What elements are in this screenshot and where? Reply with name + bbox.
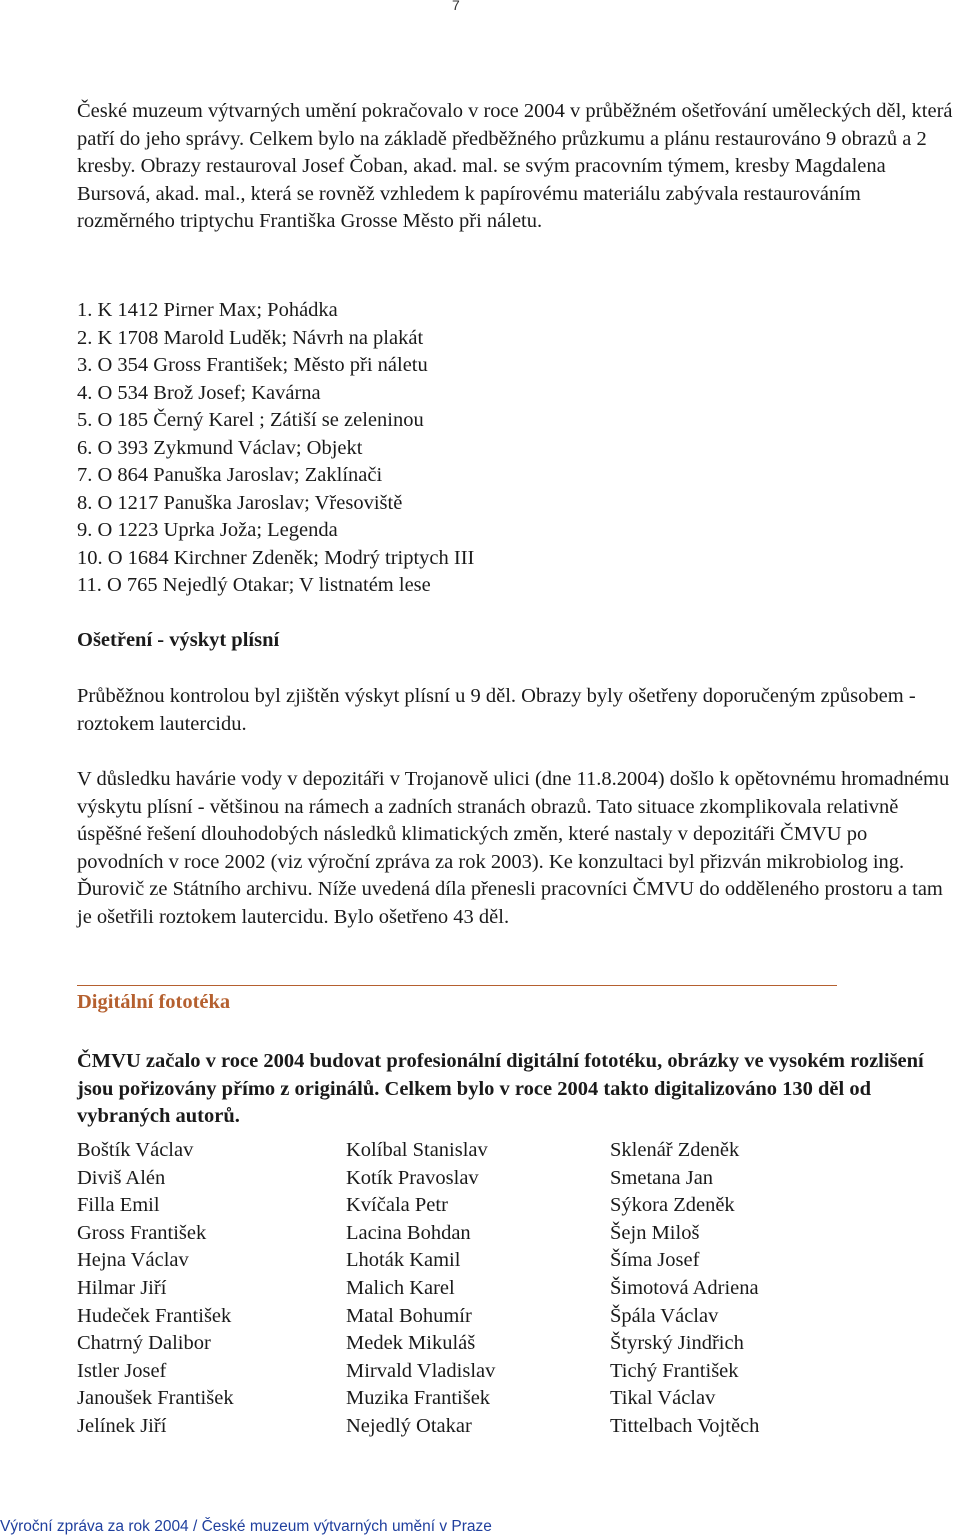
author-name: Sýkora Zdeněk xyxy=(610,1194,735,1217)
author-name: Tittelbach Vojtěch xyxy=(610,1414,760,1437)
treatment-paragraph-2: V důsledku havárie vody v depozitáři v Trojanově ulici (dne 11.8.2004) došlo k opětovnému hromadnému výskytu plísní - většinou na rámech a zadních stranách obrazů. Tato situace zkomplikovala relativně úspěšné řešení dlouhodobých následků klimatických změn, které nastaly v depozitáři ČMVU po povodních v roce 2002 (viz výroční zpráva za rok 2003). Ke konzultaci byl přizván mikrobiolog ing. Ďurovič ze Státního archivu. Níže uvedená díla přenesli pracovníci ČMVU do odděleného prostoru a tam je ošetřili roztokem lautercidu. Bylo ošetřeno 43 děl. xyxy=(77,768,950,928)
list-item: 1. K 1412 Pirner Max; Pohádka xyxy=(77,299,338,321)
author-name: Jelínek Jiří xyxy=(77,1414,167,1437)
author-name: Janoušek František xyxy=(77,1387,234,1410)
author-name: Hilmar Jiří xyxy=(77,1276,167,1299)
restored-works-list xyxy=(77,297,474,600)
list-item: 7. O 864 Panuška Jaroslav; Zaklínači xyxy=(77,464,383,486)
list-item: 6. O 393 Zykmund Václav; Objekt xyxy=(77,436,363,459)
page-number: 7 xyxy=(452,0,460,13)
author-name: Istler Josef xyxy=(77,1359,167,1382)
author-name: Lhoták Kamil xyxy=(346,1249,461,1272)
list-item: 11. O 765 Nejedlý Otakar; V listnatém lese xyxy=(77,574,431,596)
section-divider xyxy=(77,985,837,986)
author-name: Šíma Josef xyxy=(610,1249,700,1272)
author-name: Kotík Pravoslav xyxy=(346,1166,479,1189)
author-name: Kvíčala Petr xyxy=(346,1194,448,1217)
author-name: Matal Bohumír xyxy=(346,1304,472,1327)
author-name: Gross František xyxy=(77,1221,207,1244)
list-item: 8. O 1217 Panuška Jaroslav; Vřesoviště xyxy=(77,491,403,514)
authors-column-3 xyxy=(610,1137,759,1441)
author-name: Smetana Jan xyxy=(610,1166,714,1189)
list-item: 5. O 185 Černý Karel ; Zátiší se zeleninou xyxy=(77,409,424,431)
page-footer: Výroční zpráva za rok 2004 / České muzeum výtvarných umění v Praze xyxy=(0,1518,492,1535)
author-name: Lacina Bohdan xyxy=(346,1221,471,1244)
author-name: Medek Mikuláš xyxy=(346,1332,476,1355)
treatment-heading: Ošetření - výskyt plísní xyxy=(77,629,280,651)
author-name: Špála Václav xyxy=(610,1304,719,1327)
list-item: 10. O 1684 Kirchner Zdeněk; Modrý triptych III xyxy=(77,546,475,569)
author-name: Malich Karel xyxy=(346,1276,455,1299)
author-name: Šimotová Adriena xyxy=(610,1276,759,1299)
author-name: Muzika František xyxy=(346,1387,491,1410)
treatment-paragraph-1: Průběžnou kontrolou byl zjištěn výskyt plísní u 9 děl. Obrazy byly ošetřeny doporučeným způsobem - roztokem lautercidu. xyxy=(77,685,916,735)
author-name: Tichý František xyxy=(610,1359,739,1382)
list-item: 4. O 534 Brož Josef; Kavárna xyxy=(77,381,321,404)
list-item: 9. O 1223 Uprka Joža; Legenda xyxy=(77,519,338,541)
author-name: Diviš Alén xyxy=(77,1166,166,1189)
author-name: Boštík Václav xyxy=(77,1139,194,1161)
authors-column-1 xyxy=(77,1137,234,1441)
author-name: Hudeček František xyxy=(77,1304,232,1327)
author-name: Štyrský Jindřich xyxy=(610,1332,744,1355)
authors-column-2 xyxy=(346,1137,495,1441)
author-name: Šejn Miloš xyxy=(610,1221,700,1244)
author-name: Tikal Václav xyxy=(610,1387,716,1410)
author-name: Hejna Václav xyxy=(77,1249,189,1272)
list-item: 2. K 1708 Marold Luděk; Návrh na plakát xyxy=(77,326,424,349)
photo-library-paragraph: ČMVU začalo v roce 2004 budovat profesionální digitální fototéku, obrázky ve vysokém rozlišení jsou pořizovány přímo z originálů. Celkem bylo v roce 2004 takto digitalizováno 130 děl od vybraných autorů. xyxy=(77,1050,924,1128)
photo-library-heading: Digitální fototéka xyxy=(77,991,231,1013)
author-name: Sklenář Zdeněk xyxy=(610,1139,740,1161)
author-name: Mirvald Vladislav xyxy=(346,1359,496,1382)
author-name: Filla Emil xyxy=(77,1194,160,1217)
author-name: Kolíbal Stanislav xyxy=(346,1139,488,1161)
list-item: 3. O 354 Gross František; Město při náletu xyxy=(77,354,428,376)
intro-paragraph: České muzeum výtvarných umění pokračovalo v roce 2004 v průběžném ošetřování uměleckých děl, která patří do jeho správy. Celkem bylo na základě předběžného průzkumu a plánu restaurováno 9 obrazů a 2 kresby. Obrazy restauroval Josef Čoban, akad. mal. se svým pracovním týmem, kresby Magdalena Bursová, akad. mal., která se rovněž vzhledem k papírovému materiálu zabývala restaurováním rozměrného triptychu Františka Grosse Město při náletu. xyxy=(77,100,953,233)
author-name: Chatrný Dalibor xyxy=(77,1332,211,1355)
author-name: Nejedlý Otakar xyxy=(346,1414,472,1437)
